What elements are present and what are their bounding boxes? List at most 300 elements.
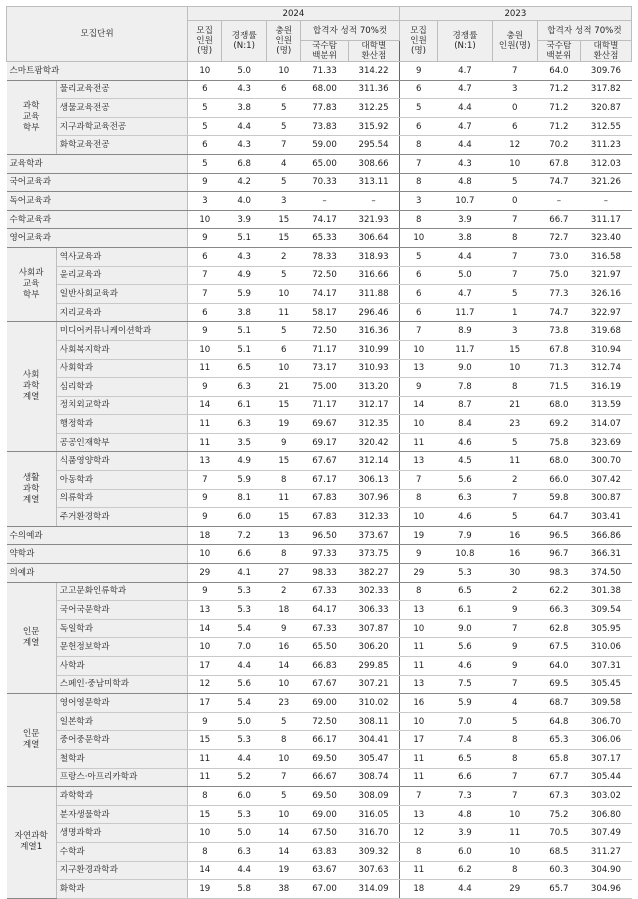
- dept-name: 지구환경과학과: [56, 861, 187, 880]
- dept-name: 사회학과: [56, 359, 187, 378]
- cell-quota-2023: 10: [399, 340, 437, 359]
- cell-quota-2024: 8: [188, 842, 222, 861]
- cell-quota-2023: 8: [399, 582, 437, 601]
- cell-univ-2024: 312.17: [348, 396, 399, 415]
- cell-competition-2023: 3.8: [438, 229, 492, 248]
- dept-name: 철학과: [56, 749, 187, 768]
- cell-filled-2023: 5: [492, 508, 537, 527]
- table-row: [7, 433, 632, 452]
- cell-univ-2023: 309.76: [580, 62, 631, 81]
- cell-quota-2024: 9: [188, 712, 222, 731]
- cell-filled-2024: 5: [267, 99, 301, 118]
- cell-filled-2024: 11: [267, 489, 301, 508]
- dept-name: 과학학과: [56, 787, 187, 806]
- table-row: [7, 80, 632, 99]
- cell-filled-2023: 7: [492, 62, 537, 81]
- dept-name: 문헌정보학과: [56, 638, 187, 657]
- cell-csat-2023: 65.7: [537, 880, 580, 899]
- cell-quota-2024: 10: [188, 340, 222, 359]
- cell-quota-2023: 9: [399, 545, 437, 564]
- cell-csat-2024: 67.67: [301, 675, 349, 694]
- cell-csat-2023: 66.0: [537, 471, 580, 490]
- dept-name: 일반사회교육과: [56, 285, 187, 304]
- cell-univ-2023: 366.31: [580, 545, 631, 564]
- cell-quota-2023: 11: [399, 749, 437, 768]
- cell-csat-2024: 71.33: [301, 62, 349, 81]
- cell-csat-2024: 67.17: [301, 471, 349, 490]
- header-unit: 모집단위: [7, 7, 188, 62]
- cell-univ-2023: 306.06: [580, 731, 631, 750]
- cell-csat-2023: 62.2: [537, 582, 580, 601]
- table-body: [7, 62, 632, 899]
- header-competition-2024: 경쟁률 (N:1): [222, 21, 267, 62]
- dept-name: 국어교육과: [7, 173, 188, 192]
- header-quota-2023: 모집 인원 (명): [399, 21, 437, 62]
- cell-univ-2023: 312.03: [580, 154, 631, 173]
- cell-filled-2023: 1: [492, 303, 537, 322]
- cell-filled-2023: 8: [492, 229, 537, 248]
- header-cutoff-2024: 합격자 성적 70%컷: [301, 21, 400, 41]
- cell-competition-2024: 4.3: [222, 80, 267, 99]
- cell-quota-2024: 13: [188, 452, 222, 471]
- cell-quota-2024: 8: [188, 787, 222, 806]
- cell-csat-2023: 68.5: [537, 842, 580, 861]
- cell-quota-2024: 14: [188, 861, 222, 880]
- cell-filled-2023: 0: [492, 99, 537, 118]
- cell-csat-2023: 75.0: [537, 266, 580, 285]
- cell-univ-2024: 308.11: [348, 712, 399, 731]
- cell-competition-2023: 4.4: [438, 136, 492, 155]
- cell-csat-2024: 67.83: [301, 508, 349, 527]
- cell-competition-2024: 4.2: [222, 173, 267, 192]
- table-row: [7, 173, 632, 192]
- cell-competition-2023: 6.1: [438, 601, 492, 620]
- cell-filled-2024: 5: [267, 712, 301, 731]
- header-univ-2024: 대학별 환산점: [348, 41, 399, 62]
- cell-filled-2023: 2: [492, 582, 537, 601]
- cell-competition-2023: 3.9: [438, 210, 492, 229]
- cell-competition-2024: 6.1: [222, 396, 267, 415]
- cell-csat-2024: 64.17: [301, 601, 349, 620]
- cell-filled-2023: 5: [492, 173, 537, 192]
- cell-csat-2024: 71.17: [301, 340, 349, 359]
- cell-quota-2024: 6: [188, 303, 222, 322]
- cell-univ-2024: 373.67: [348, 526, 399, 545]
- cell-univ-2024: 320.42: [348, 433, 399, 452]
- cell-filled-2023: 7: [492, 675, 537, 694]
- dept-name: 분자생물학과: [56, 805, 187, 824]
- header-year-2024: 2024: [188, 7, 400, 21]
- cell-csat-2024: 67.00: [301, 880, 349, 899]
- cell-quota-2023: 9: [399, 62, 437, 81]
- cell-quota-2023: 19: [399, 526, 437, 545]
- cell-quota-2023: 6: [399, 80, 437, 99]
- table-row: [7, 601, 632, 620]
- group-label: 인문 계열: [7, 582, 57, 694]
- cell-filled-2023: 7: [492, 768, 537, 787]
- cell-quota-2023: 8: [399, 136, 437, 155]
- cell-univ-2023: 310.06: [580, 638, 631, 657]
- cell-univ-2023: 366.86: [580, 526, 631, 545]
- cell-filled-2024: 6: [267, 340, 301, 359]
- cell-univ-2023: 300.70: [580, 452, 631, 471]
- cell-competition-2024: 5.3: [222, 601, 267, 620]
- table-row: [7, 805, 632, 824]
- cell-competition-2023: 4.8: [438, 805, 492, 824]
- cell-univ-2024: 373.75: [348, 545, 399, 564]
- cell-competition-2024: 5.6: [222, 675, 267, 694]
- cell-csat-2023: 71.2: [537, 117, 580, 136]
- cell-quota-2023: 3: [399, 192, 437, 211]
- cell-csat-2023: 65.8: [537, 749, 580, 768]
- cell-quota-2024: 7: [188, 266, 222, 285]
- cell-csat-2023: 64.8: [537, 712, 580, 731]
- cell-quota-2023: 5: [399, 99, 437, 118]
- cell-competition-2023: 4.8: [438, 173, 492, 192]
- cell-quota-2024: 10: [188, 545, 222, 564]
- cell-quota-2023: 5: [399, 247, 437, 266]
- cell-competition-2023: 3.9: [438, 824, 492, 843]
- cell-univ-2023: 310.94: [580, 340, 631, 359]
- cell-filled-2024: 16: [267, 638, 301, 657]
- cell-competition-2023: 4.5: [438, 452, 492, 471]
- table-row: [7, 694, 632, 713]
- cell-filled-2024: 2: [267, 247, 301, 266]
- cell-filled-2023: 5: [492, 285, 537, 304]
- dept-name: 화학교육전공: [56, 136, 187, 155]
- cell-quota-2023: 11: [399, 657, 437, 676]
- cell-filled-2023: 7: [492, 489, 537, 508]
- cell-quota-2024: 11: [188, 749, 222, 768]
- cell-csat-2023: 71.2: [537, 99, 580, 118]
- cell-competition-2023: 4.4: [438, 880, 492, 899]
- cell-competition-2024: 7.0: [222, 638, 267, 657]
- cell-competition-2024: 6.8: [222, 154, 267, 173]
- cell-competition-2024: 6.0: [222, 787, 267, 806]
- cell-quota-2023: 17: [399, 731, 437, 750]
- table-row: [7, 582, 632, 601]
- table-row: [7, 210, 632, 229]
- cell-univ-2023: 322.97: [580, 303, 631, 322]
- cell-filled-2023: 9: [492, 638, 537, 657]
- table-row: [7, 415, 632, 434]
- cell-univ-2023: 323.40: [580, 229, 631, 248]
- group-label: 사회 과학 계열: [7, 322, 57, 452]
- cell-univ-2023: 323.69: [580, 433, 631, 452]
- cell-csat-2024: 70.33: [301, 173, 349, 192]
- cell-filled-2024: 10: [267, 62, 301, 81]
- cell-competition-2024: 6.6: [222, 545, 267, 564]
- dept-name: 국어국문학과: [56, 601, 187, 620]
- cell-competition-2023: 8.9: [438, 322, 492, 341]
- cell-univ-2024: 309.32: [348, 842, 399, 861]
- cell-competition-2023: 6.3: [438, 489, 492, 508]
- cell-quota-2024: 9: [188, 508, 222, 527]
- cell-univ-2024: 299.85: [348, 657, 399, 676]
- cell-quota-2023: 7: [399, 154, 437, 173]
- cell-competition-2024: 4.4: [222, 749, 267, 768]
- table-row: [7, 880, 632, 899]
- cell-univ-2023: 316.58: [580, 247, 631, 266]
- cell-competition-2024: 5.2: [222, 768, 267, 787]
- cell-csat-2023: 67.7: [537, 768, 580, 787]
- cell-competition-2024: 3.8: [222, 303, 267, 322]
- cell-csat-2023: 75.8: [537, 433, 580, 452]
- table-row: [7, 619, 632, 638]
- table-row: [7, 452, 632, 471]
- cell-competition-2023: 4.4: [438, 247, 492, 266]
- table-row: [7, 638, 632, 657]
- cell-univ-2023: 309.58: [580, 694, 631, 713]
- cell-csat-2024: 73.83: [301, 117, 349, 136]
- cell-competition-2024: 5.1: [222, 229, 267, 248]
- cell-quota-2024: 6: [188, 247, 222, 266]
- cell-csat-2024: 96.50: [301, 526, 349, 545]
- cell-csat-2023: 96.5: [537, 526, 580, 545]
- cell-univ-2024: 295.54: [348, 136, 399, 155]
- cell-quota-2024: 9: [188, 582, 222, 601]
- cell-quota-2023: 10: [399, 712, 437, 731]
- cell-univ-2024: 310.99: [348, 340, 399, 359]
- cell-competition-2023: 4.7: [438, 285, 492, 304]
- cell-univ-2023: 313.59: [580, 396, 631, 415]
- dept-name: 일본학과: [56, 712, 187, 731]
- table-row: [7, 861, 632, 880]
- cell-csat-2024: 69.17: [301, 433, 349, 452]
- cell-filled-2024: 3: [267, 192, 301, 211]
- cell-quota-2024: 15: [188, 731, 222, 750]
- cell-competition-2023: 7.0: [438, 712, 492, 731]
- cell-quota-2023: 9: [399, 378, 437, 397]
- cell-univ-2024: 316.70: [348, 824, 399, 843]
- dept-name: 독어교육과: [7, 192, 188, 211]
- cell-competition-2024: 7.2: [222, 526, 267, 545]
- cell-univ-2024: 296.46: [348, 303, 399, 322]
- cell-quota-2024: 10: [188, 824, 222, 843]
- cell-csat-2024: 71.17: [301, 396, 349, 415]
- cell-quota-2024: 17: [188, 657, 222, 676]
- cell-csat-2023: 70.2: [537, 136, 580, 155]
- cell-quota-2023: 6: [399, 303, 437, 322]
- cell-filled-2024: 8: [267, 545, 301, 564]
- cell-csat-2023: 69.5: [537, 675, 580, 694]
- cell-univ-2023: 316.19: [580, 378, 631, 397]
- cell-competition-2023: 4.7: [438, 117, 492, 136]
- cell-quota-2024: 6: [188, 136, 222, 155]
- dept-name: 의예과: [7, 564, 188, 583]
- cell-csat-2023: 71.3: [537, 359, 580, 378]
- cell-competition-2024: 4.4: [222, 861, 267, 880]
- cell-univ-2024: 310.02: [348, 694, 399, 713]
- dept-name: 공공인재학부: [56, 433, 187, 452]
- cell-quota-2024: 19: [188, 880, 222, 899]
- cell-csat-2023: 64.0: [537, 62, 580, 81]
- cell-competition-2024: 6.5: [222, 359, 267, 378]
- cell-filled-2024: 15: [267, 229, 301, 248]
- cell-filled-2023: 10: [492, 154, 537, 173]
- cell-competition-2023: 5.6: [438, 471, 492, 490]
- cell-quota-2024: 5: [188, 154, 222, 173]
- cell-csat-2024: 67.33: [301, 582, 349, 601]
- table-row: [7, 378, 632, 397]
- cell-quota-2024: 17: [188, 694, 222, 713]
- cell-competition-2023: 7.3: [438, 787, 492, 806]
- cell-quota-2024: 5: [188, 99, 222, 118]
- dept-name: 중어중문학과: [56, 731, 187, 750]
- cell-quota-2024: 10: [188, 62, 222, 81]
- cell-univ-2024: 318.93: [348, 247, 399, 266]
- cell-quota-2023: 16: [399, 694, 437, 713]
- header-csat-2024: 국수탐 백분위: [301, 41, 349, 62]
- cell-competition-2024: 8.1: [222, 489, 267, 508]
- cell-csat-2023: 70.5: [537, 824, 580, 843]
- cell-univ-2023: 306.80: [580, 805, 631, 824]
- cell-competition-2024: 4.9: [222, 266, 267, 285]
- dept-name: 독일학과: [56, 619, 187, 638]
- cell-quota-2024: 13: [188, 601, 222, 620]
- cell-csat-2024: 65.33: [301, 229, 349, 248]
- cell-quota-2023: 11: [399, 768, 437, 787]
- cell-quota-2023: 11: [399, 433, 437, 452]
- cell-filled-2024: 9: [267, 619, 301, 638]
- cell-csat-2024: 75.00: [301, 378, 349, 397]
- cell-competition-2024: 5.0: [222, 62, 267, 81]
- header-univ-2023: 대학별 환산점: [580, 41, 631, 62]
- cell-quota-2023: 6: [399, 285, 437, 304]
- table-row: [7, 359, 632, 378]
- cell-competition-2023: 11.7: [438, 303, 492, 322]
- cell-filled-2023: 3: [492, 322, 537, 341]
- cell-filled-2024: 15: [267, 508, 301, 527]
- cell-filled-2024: 27: [267, 564, 301, 583]
- cell-csat-2024: 69.00: [301, 694, 349, 713]
- cell-competition-2024: 6.3: [222, 842, 267, 861]
- cell-filled-2023: 10: [492, 805, 537, 824]
- cell-filled-2023: 6: [492, 117, 537, 136]
- cell-univ-2023: 317.82: [580, 80, 631, 99]
- header-filled-2024: 충원 인원 (명): [267, 21, 301, 62]
- cell-csat-2023: 68.0: [537, 396, 580, 415]
- cell-competition-2023: 4.7: [438, 62, 492, 81]
- cell-quota-2023: 8: [399, 842, 437, 861]
- cell-csat-2023: 64.0: [537, 657, 580, 676]
- cell-competition-2023: 4.7: [438, 80, 492, 99]
- cell-csat-2024: 65.00: [301, 154, 349, 173]
- cell-csat-2023: 98.3: [537, 564, 580, 583]
- cell-filled-2023: 11: [492, 824, 537, 843]
- cell-univ-2023: 303.41: [580, 508, 631, 527]
- cell-csat-2023: 68.7: [537, 694, 580, 713]
- cell-quota-2024: 7: [188, 285, 222, 304]
- cell-competition-2024: 5.0: [222, 712, 267, 731]
- cell-competition-2024: 5.9: [222, 285, 267, 304]
- cell-csat-2024: 59.00: [301, 136, 349, 155]
- cell-univ-2023: 307.17: [580, 749, 631, 768]
- cell-univ-2023: 319.68: [580, 322, 631, 341]
- cell-filled-2023: 4: [492, 694, 537, 713]
- group-label: 자연과학 계열1: [7, 787, 57, 899]
- cell-competition-2023: 5.9: [438, 694, 492, 713]
- cell-filled-2024: 6: [267, 80, 301, 99]
- cell-univ-2024: 306.33: [348, 601, 399, 620]
- cell-filled-2023: 8: [492, 731, 537, 750]
- table-row: [7, 266, 632, 285]
- cell-filled-2023: 16: [492, 526, 537, 545]
- cell-competition-2023: 6.2: [438, 861, 492, 880]
- cell-univ-2023: 321.26: [580, 173, 631, 192]
- cell-competition-2023: 6.5: [438, 749, 492, 768]
- cell-filled-2023: 8: [492, 378, 537, 397]
- cell-filled-2023: 7: [492, 266, 537, 285]
- cell-filled-2024: 13: [267, 526, 301, 545]
- cell-filled-2023: 29: [492, 880, 537, 899]
- cell-univ-2024: 313.11: [348, 173, 399, 192]
- cell-quota-2023: 6: [399, 266, 437, 285]
- cell-quota-2023: 13: [399, 805, 437, 824]
- cell-csat-2023: 75.2: [537, 805, 580, 824]
- cell-competition-2023: 11.7: [438, 340, 492, 359]
- cell-filled-2023: 30: [492, 564, 537, 583]
- cell-csat-2023: 60.3: [537, 861, 580, 880]
- cell-univ-2023: 307.49: [580, 824, 631, 843]
- cell-quota-2024: 10: [188, 638, 222, 657]
- cell-competition-2023: 7.9: [438, 526, 492, 545]
- cell-filled-2023: 2: [492, 471, 537, 490]
- table-row: [7, 508, 632, 527]
- cell-csat-2024: 67.83: [301, 489, 349, 508]
- dept-name: 프랑스·아프리카학과: [56, 768, 187, 787]
- cell-quota-2023: 10: [399, 508, 437, 527]
- cell-filled-2024: 14: [267, 657, 301, 676]
- cell-csat-2023: 65.3: [537, 731, 580, 750]
- cell-univ-2024: 311.36: [348, 80, 399, 99]
- table-row: [7, 62, 632, 81]
- cell-filled-2024: 10: [267, 749, 301, 768]
- cell-csat-2023: 67.8: [537, 154, 580, 173]
- cell-csat-2023: 68.0: [537, 452, 580, 471]
- cell-competition-2023: 6.6: [438, 768, 492, 787]
- cell-filled-2024: 10: [267, 359, 301, 378]
- cell-csat-2023: 67.5: [537, 638, 580, 657]
- cell-csat-2023: 71.2: [537, 80, 580, 99]
- cell-competition-2024: 6.0: [222, 508, 267, 527]
- cell-univ-2023: 311.27: [580, 842, 631, 861]
- cell-quota-2024: 18: [188, 526, 222, 545]
- cell-univ-2023: 320.87: [580, 99, 631, 118]
- cell-competition-2024: 5.9: [222, 471, 267, 490]
- cell-univ-2023: 305.45: [580, 675, 631, 694]
- cell-quota-2023: 12: [399, 824, 437, 843]
- cell-competition-2024: 3.9: [222, 210, 267, 229]
- table-row: [7, 192, 632, 211]
- header-cutoff-2023: 합격자 성적 70%컷: [537, 21, 631, 41]
- dept-name: 정치외교학과: [56, 396, 187, 415]
- cell-competition-2023: 6.0: [438, 842, 492, 861]
- cell-competition-2024: 6.3: [222, 415, 267, 434]
- cell-univ-2024: 305.47: [348, 749, 399, 768]
- cell-csat-2024: 69.50: [301, 749, 349, 768]
- header-year-2023: 2023: [399, 7, 631, 21]
- cell-filled-2024: 38: [267, 880, 301, 899]
- dept-name: 지구과학교육전공: [56, 117, 187, 136]
- cell-csat-2024: 69.00: [301, 805, 349, 824]
- cell-univ-2023: 300.87: [580, 489, 631, 508]
- cell-competition-2024: 4.0: [222, 192, 267, 211]
- table-row: [7, 489, 632, 508]
- cell-filled-2024: 5: [267, 266, 301, 285]
- cell-csat-2024: 72.50: [301, 266, 349, 285]
- table-row: [7, 396, 632, 415]
